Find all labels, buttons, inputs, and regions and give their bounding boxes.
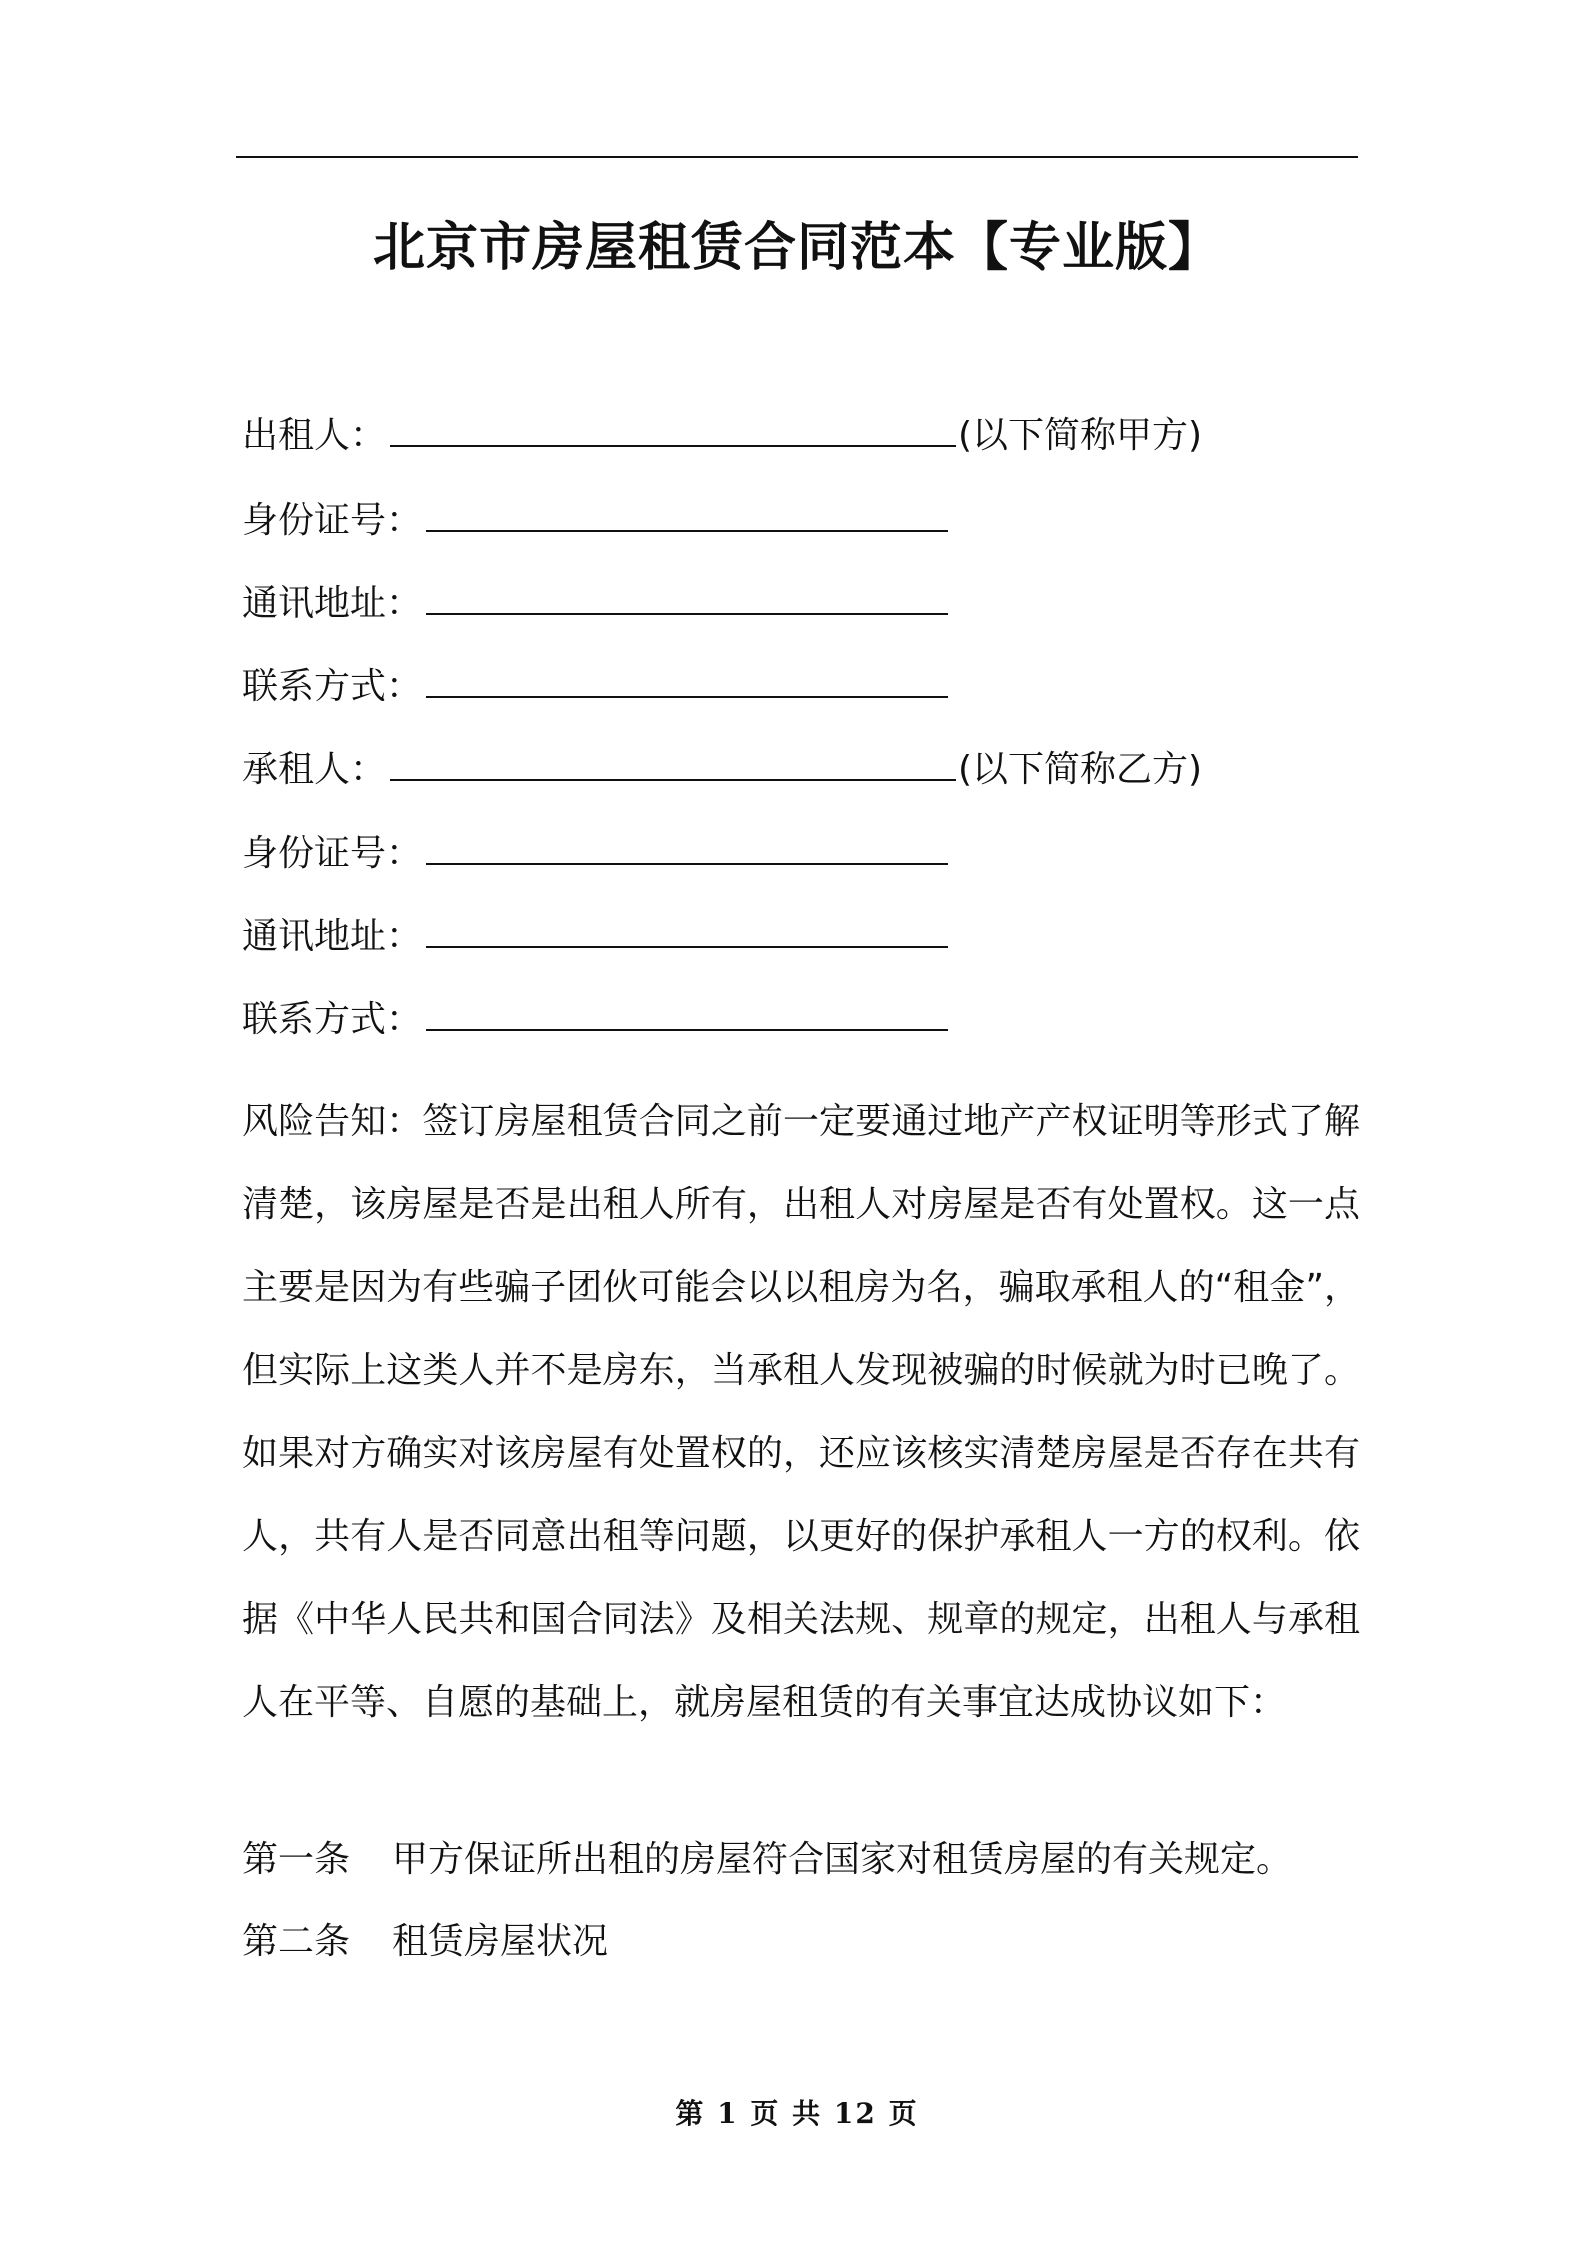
lessee-name-suffix: (以下简称乙方): [958, 749, 1203, 790]
page-number-footer: 第 1 页 共 12 页: [675, 2097, 919, 2130]
lessor-address-row: [242, 580, 948, 628]
document-title: 北京市房屋租赁合同范本【专业版】: [372, 218, 1221, 278]
lessor-name-blank: [390, 415, 956, 447]
article-2: [242, 1918, 608, 1966]
article-2-text: 租赁房屋状况: [392, 1921, 609, 1962]
article-1: [242, 1836, 1292, 1884]
lessee-name-label: 承租人：: [242, 749, 387, 790]
header-rule: [236, 156, 1358, 158]
lessor-contact-label: 联系方式：: [242, 666, 423, 707]
lessee-address-row: [242, 913, 948, 961]
lessor-name-label: 出租人：: [242, 415, 387, 456]
lessor-contact-blank: [426, 666, 948, 698]
lessee-name-blank: [390, 749, 956, 781]
lessor-address-blank: [426, 583, 948, 615]
lessee-id-row: [242, 830, 948, 878]
lessee-address-blank: [426, 916, 948, 948]
article-1-text: 甲方保证所出租的房屋符合国家对租赁房屋的有关规定。: [392, 1839, 1293, 1880]
lessee-contact-label: 联系方式：: [242, 999, 423, 1040]
lessor-id-label: 身份证号：: [242, 500, 423, 541]
lessee-name-row: [242, 746, 1202, 794]
lessee-contact-blank: [426, 999, 948, 1031]
lessee-contact-row: [242, 996, 948, 1044]
lessor-id-row: [242, 497, 948, 545]
article-1-number: 第一条: [242, 1839, 351, 1880]
lessor-name-suffix: (以下简称甲方): [958, 415, 1203, 456]
lessor-contact-row: [242, 663, 948, 711]
risk-notice-paragraph: 风险告知：签订房屋租赁合同之前一定要通过地产产权证明等形式了解清楚，该房屋是否是出租人所有，出租人对房屋是否有处置权。这一点主要是因为有些骗子团伙可能会以以租房为名，骗取承租人的“租金”，但实际上这类人并不是房东，当承租人发现被骗的时候就为时已晚了。如果对方确实对该房屋有处置权的，还应该核实清楚房屋是否存在共有人，共有人是否同意出租等问题，以更好的保护承租人一方的权利。依据《中华人民共和国合同法》及相关法规、规章的规定，出租人与承租人在平等、自愿的基础上，就房屋租赁的有关事宜达成协议如下：: [242, 1101, 1360, 1723]
lessor-id-blank: [426, 500, 948, 532]
lessee-id-label: 身份证号：: [242, 833, 423, 874]
lessor-name-row: [242, 412, 1202, 460]
lessee-id-blank: [426, 833, 948, 865]
article-2-number: 第二条: [242, 1921, 351, 1962]
lessee-address-label: 通讯地址：: [242, 916, 423, 957]
lessor-address-label: 通讯地址：: [242, 583, 423, 624]
